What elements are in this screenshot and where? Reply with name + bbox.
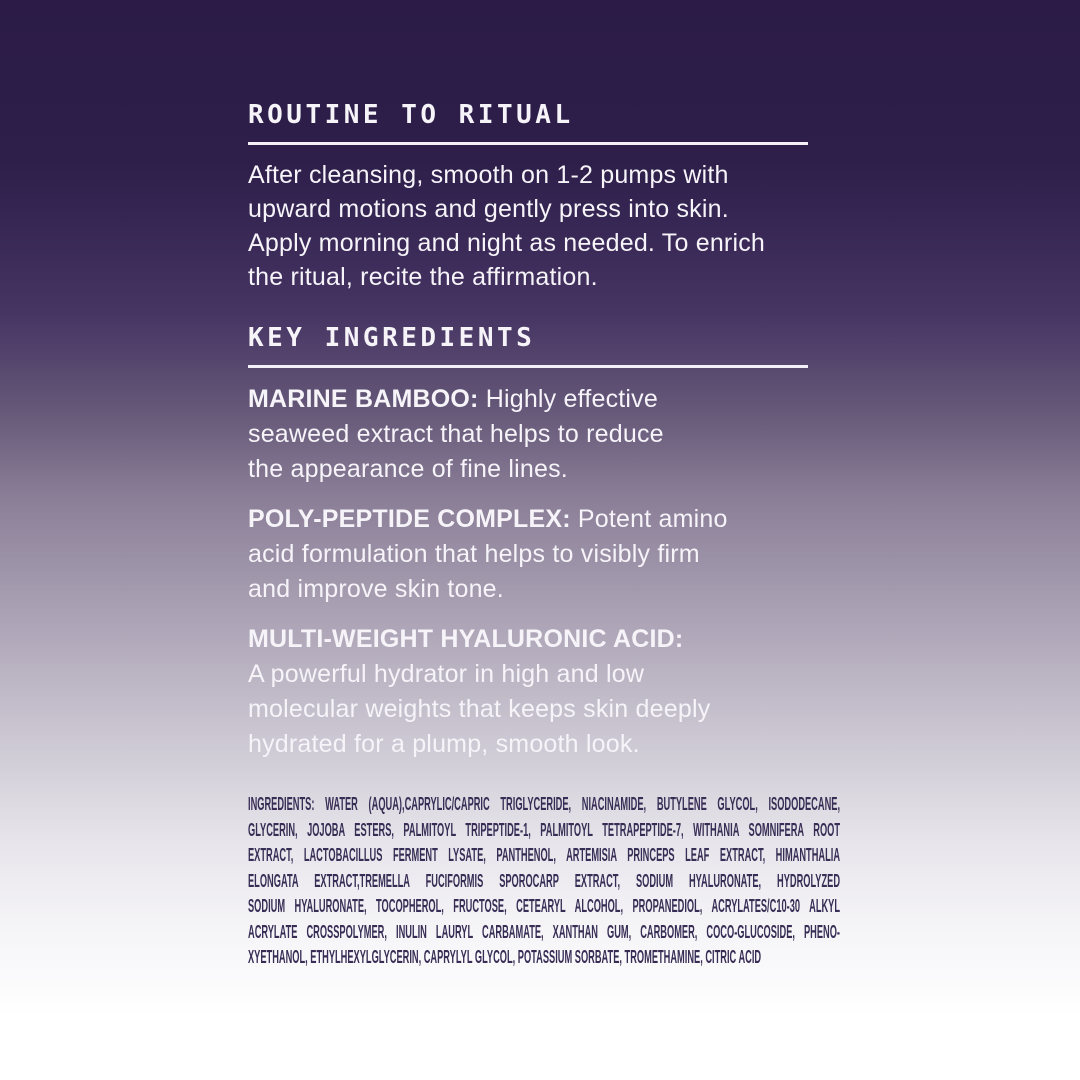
ingredients-line: EXTRACT, LACTOBACILLUS FERMENT LYSATE, PANTHENOL, ARTEMISIA PRINCEPS LEAF EXTRACT, HIMANTHALIA [248,845,841,865]
ingredients-line: ELONGATA EXTRACT,TREMELLA FUCIFORMIS SPOROCARP EXTRACT, SODIUM HYALURONATE, HYDROLYZED [248,870,841,891]
text-line: and improve skin tone. [248,575,504,603]
text-line: POLY-PEPTIDE COMPLEX: Potent amino [248,505,728,533]
routine-instructions [248,158,808,294]
text-line: the appearance of fine lines. [248,455,568,483]
key-ingredient-name: POLY-PEPTIDE COMPLEX: [248,505,571,533]
ingredients-line: GLYCERIN, JOJOBA ESTERS, PALMITOYL TRIPEPTIDE-1, PALMITOYL TETRAPEPTIDE-7, WITHANIA SOMNIFERA ROOT [248,819,841,840]
text-line: MARINE BAMBOO: Highly effective [248,385,658,413]
key-ingredients-heading: KEY INGREDIENTS [248,323,536,353]
text-line: seaweed extract that helps to reduce [248,420,664,448]
key-ingredient-name: MULTI-WEIGHT HYALURONIC ACID: [248,625,684,653]
ingredients-line: SODIUM HYALURONATE, TOCOPHEROL, FRUCTOSE, CETEARYL ALCOHOL, PROPANEDIOL, ACRYLATES/C10-30 ALKYL [248,896,841,916]
key-ingredient-item [248,502,808,607]
key-ingredient-item [248,382,808,487]
text-line [248,622,808,657]
ingredients-line: INGREDIENTS: WATER (AQUA),CAPRYLIC/CAPRIC TRIGLYCERIDE, NIACINAMIDE, BUTYLENE GLYCOL, ISODODECANE, [248,794,841,814]
key-ingredient-item [248,622,808,762]
text-line: upward motions and gently press into skin. [248,195,729,223]
ingredients-line: ACRYLATE CROSSPOLYMER, INULIN LAURYL CARBAMATE, XANTHAN GUM, CARBOMER, COCO-GLUCOSIDE, PHENO- [248,921,841,942]
ingredients-line: XYETHANOL, ETHYLHEXYLGLYCERIN, CAPRYLYL GLYCOL, POTASSIUM SORBATE, TROMETHAMINE, CITRIC ACID [248,947,762,967]
text-line: hydrated for a plump, smooth look. [248,730,640,758]
text-line: After cleansing, smooth on 1-2 pumps with [248,161,729,189]
heading-rule [248,142,808,145]
text-line: acid formulation that helps to visibly firm [248,540,700,568]
full-ingredients-block [248,792,840,974]
text-line: A powerful hydrator in high and low [248,660,645,688]
text-line: Apply morning and night as needed. To enrich [248,229,766,257]
key-ingredient-name: MARINE BAMBOO: [248,385,479,413]
routine-to-ritual-heading: ROUTINE TO RITUAL [248,100,574,130]
text-line: molecular weights that keeps skin deeply [248,695,711,723]
key-ingredients-list [248,382,808,762]
text-line: the ritual, recite the affirmation. [248,263,598,291]
main-content [248,98,808,777]
ingredients-label: INGREDIENTS: [248,794,315,814]
heading-rule [248,365,808,368]
ingredients-list [248,792,840,971]
